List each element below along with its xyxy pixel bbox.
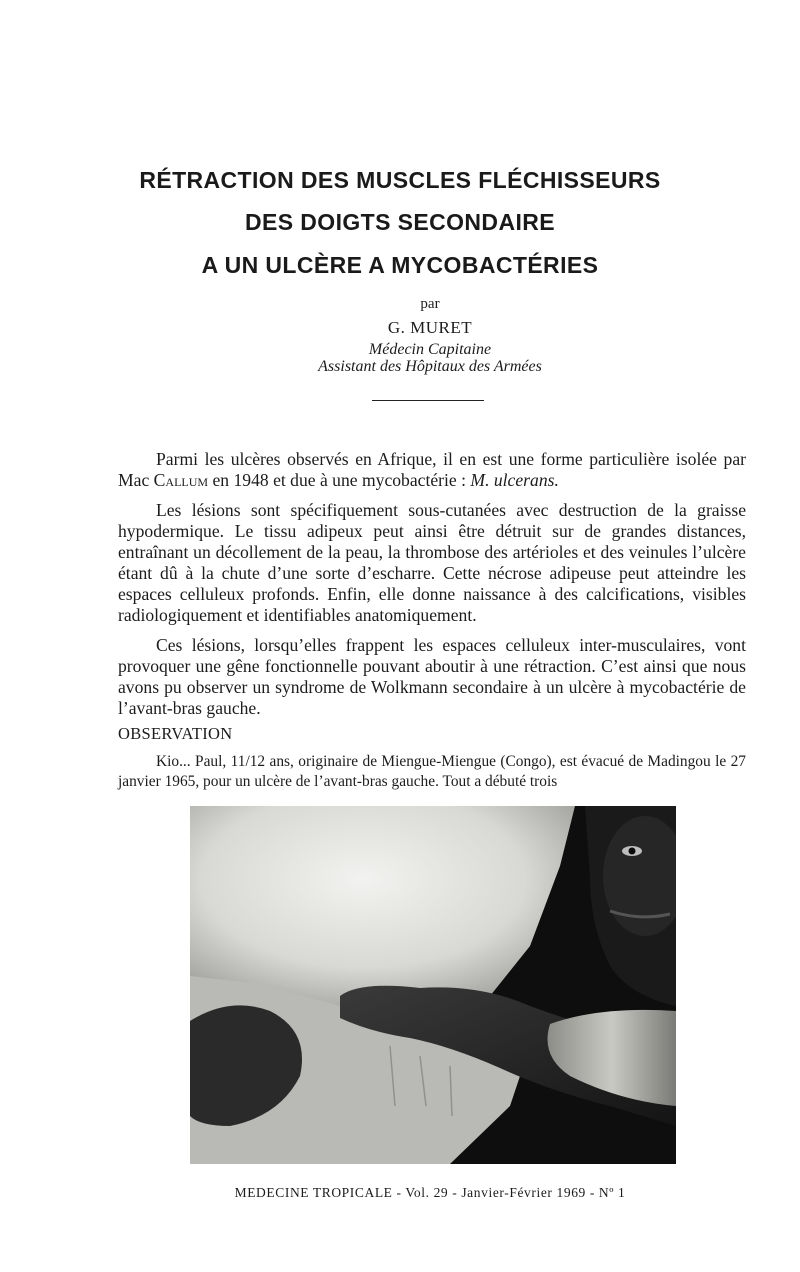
- observation-text: [118, 752, 746, 792]
- author-affiliation: Assistant des Hôpitaux des Armées: [318, 358, 542, 375]
- author-name: G. MURET: [387, 318, 473, 337]
- author-cited: Callum: [153, 470, 209, 490]
- paragraph-2: Les lésions sont spécifiquement sous-cutanées avec destruction de la graisse hypodermique. Le tissu adipeux peut ainsi être détruit sur de grandes distances, entraînant un décollement de la peau, la thrombose des artérioles et des veinules l’ulcère étant dû à la chute d’une sorte d’escharre. Cette nécrose adipeuse peut atteindre les espaces celluleux profonds. Enfin, elle donne naissance à des calcifications, visibles radiologiquement et identifiables anatomiquement.: [118, 500, 746, 625]
- paragraph-1-text-cont: en 1948 et due à une mycobactérie :: [208, 470, 471, 490]
- paragraph-1-text: Parmi les ulcères observés en Afrique, il en est une forme particulière isolée par Mac: [118, 449, 746, 490]
- species-name: M. ulcerans.: [470, 470, 559, 490]
- article-title-line-1: RÉTRACTION DES MUSCLES FLÉCHISSEURS: [139, 167, 661, 193]
- article-title-line-3: A UN ULCÈRE A MYCOBACTÉRIES: [201, 252, 599, 278]
- journal-footer: MEDECINE TROPICALE - Vol. 29 - Janvier-Février 1969 - Nº 1: [234, 1185, 626, 1200]
- author-rank: Médecin Capitaine: [368, 341, 492, 358]
- separator-rule: [372, 400, 484, 401]
- article-title-line-2: DES DOIGTS SECONDAIRE: [245, 209, 555, 235]
- clinical-photo: [190, 806, 676, 1164]
- byline-par: par: [420, 296, 440, 312]
- section-heading-observation: OBSERVATION: [118, 724, 233, 743]
- article-body: [118, 449, 746, 728]
- paragraph-3: Ces lésions, lorsqu’elles frappent les espaces celluleux inter-musculaires, vont provoquer une gêne fonctionnelle pouvant aboutir à une rétraction. C’est ainsi que nous avons pu observer un syndrome de Wolkmann secondaire à un ulcère à mycobactérie de l’avant-bras gauche.: [118, 635, 746, 718]
- observation-paragraph: Kio... Paul, 11/12 ans, originaire de Miengue-Miengue (Congo), est évacué de Madingou le 27 janvier 1965, pour un ulcère de l’avant-bras gauche. Tout a débuté trois: [118, 753, 746, 790]
- paragraph-1: [118, 449, 746, 491]
- clinical-photo-image: [190, 806, 676, 1164]
